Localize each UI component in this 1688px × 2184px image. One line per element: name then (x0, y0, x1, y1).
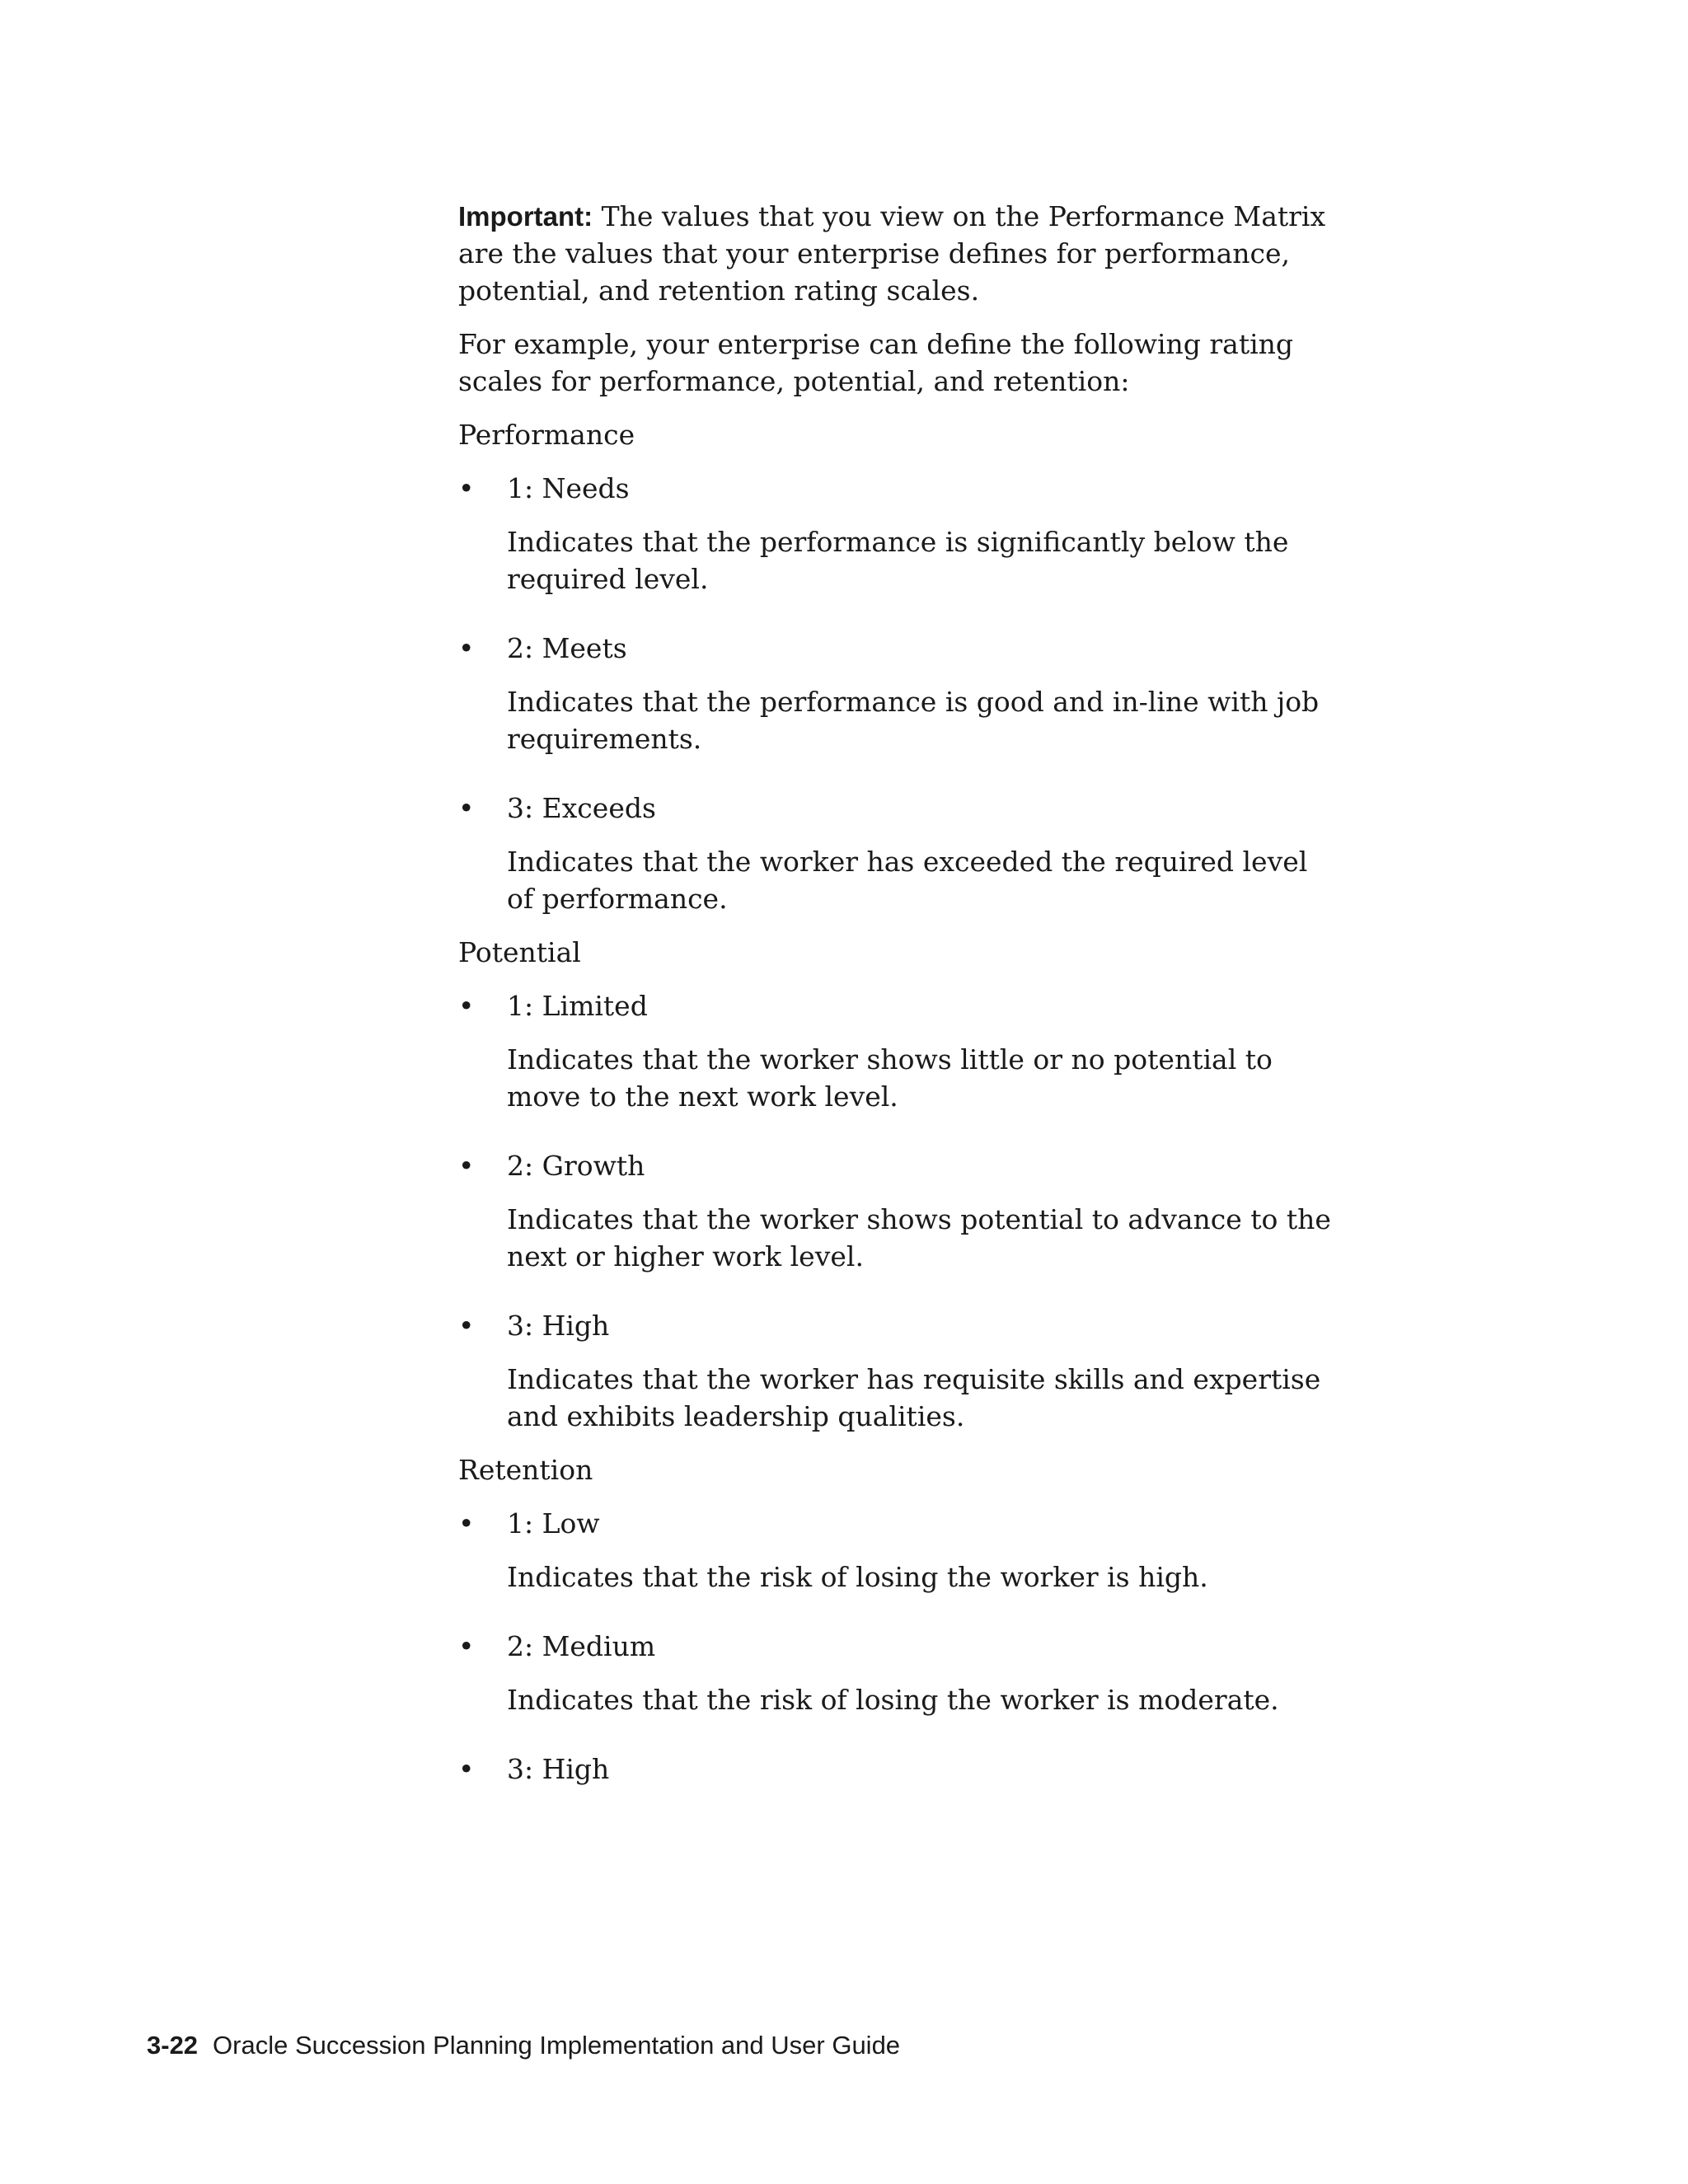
item-description: Indicates that the worker shows little or no potential to move to the next work level. (507, 1043, 1273, 1113)
list-item (458, 470, 1332, 507)
bullet: • (458, 1310, 475, 1342)
bullet: • (458, 792, 475, 824)
list-item (458, 1147, 1332, 1184)
list-item (458, 1750, 1332, 1788)
item-label: 3: High (507, 1310, 610, 1342)
section-potential (458, 934, 1332, 1435)
bullet: • (458, 1507, 475, 1540)
bullet: • (458, 990, 475, 1022)
section-heading: Retention (458, 1454, 593, 1486)
item-label: 1: Limited (507, 990, 648, 1022)
important-text: The values that you view on the Performance Matrix are the values that your enterprise defines for performance, potential, and retention rating scales. (458, 200, 1326, 307)
section-performance (458, 416, 1332, 917)
list-item (458, 987, 1332, 1024)
section-heading: Performance (458, 419, 635, 451)
bullet: • (458, 472, 475, 504)
document-body (458, 198, 1332, 1804)
bullet: • (458, 1753, 475, 1785)
list-item (458, 790, 1332, 827)
list-item (458, 1307, 1332, 1344)
item-description: Indicates that the risk of losing the worker is high. (507, 1561, 1208, 1593)
page-footer (147, 2029, 900, 2062)
example-intro: For example, your enterprise can define the following rating scales for performance, potential, and retention: (458, 328, 1294, 397)
important-note (458, 198, 1332, 309)
section-retention (458, 1451, 1332, 1788)
item-label: 2: Growth (507, 1150, 645, 1182)
item-description: Indicates that the worker shows potential to advance to the next or higher work level. (507, 1203, 1331, 1272)
list-item (458, 630, 1332, 667)
document-title: Oracle Succession Planning Implementation and User Guide (213, 2031, 901, 2060)
page-number: 3-22 (147, 2031, 199, 2060)
list-item (458, 1628, 1332, 1665)
item-label: 2: Meets (507, 632, 627, 664)
item-description: Indicates that the risk of losing the worker is moderate. (507, 1684, 1279, 1716)
item-label: 2: Medium (507, 1630, 656, 1662)
item-description: Indicates that the performance is significantly below the required level. (507, 526, 1289, 595)
item-label: 1: Needs (507, 472, 630, 504)
item-description: Indicates that the worker has requisite skills and expertise and exhibits leadership qualities. (507, 1363, 1321, 1432)
bullet: • (458, 632, 475, 664)
bullet: • (458, 1150, 475, 1182)
list-item (458, 1505, 1332, 1542)
section-heading: Potential (458, 936, 581, 968)
item-label: 1: Low (507, 1507, 600, 1540)
item-description: Indicates that the worker has exceeded the required level of performance. (507, 846, 1308, 915)
important-label: Important: (458, 201, 593, 232)
item-label: 3: Exceeds (507, 792, 656, 824)
item-label: 3: High (507, 1753, 610, 1785)
item-description: Indicates that the performance is good and in-line with job requirements. (507, 686, 1320, 755)
bullet: • (458, 1630, 475, 1662)
